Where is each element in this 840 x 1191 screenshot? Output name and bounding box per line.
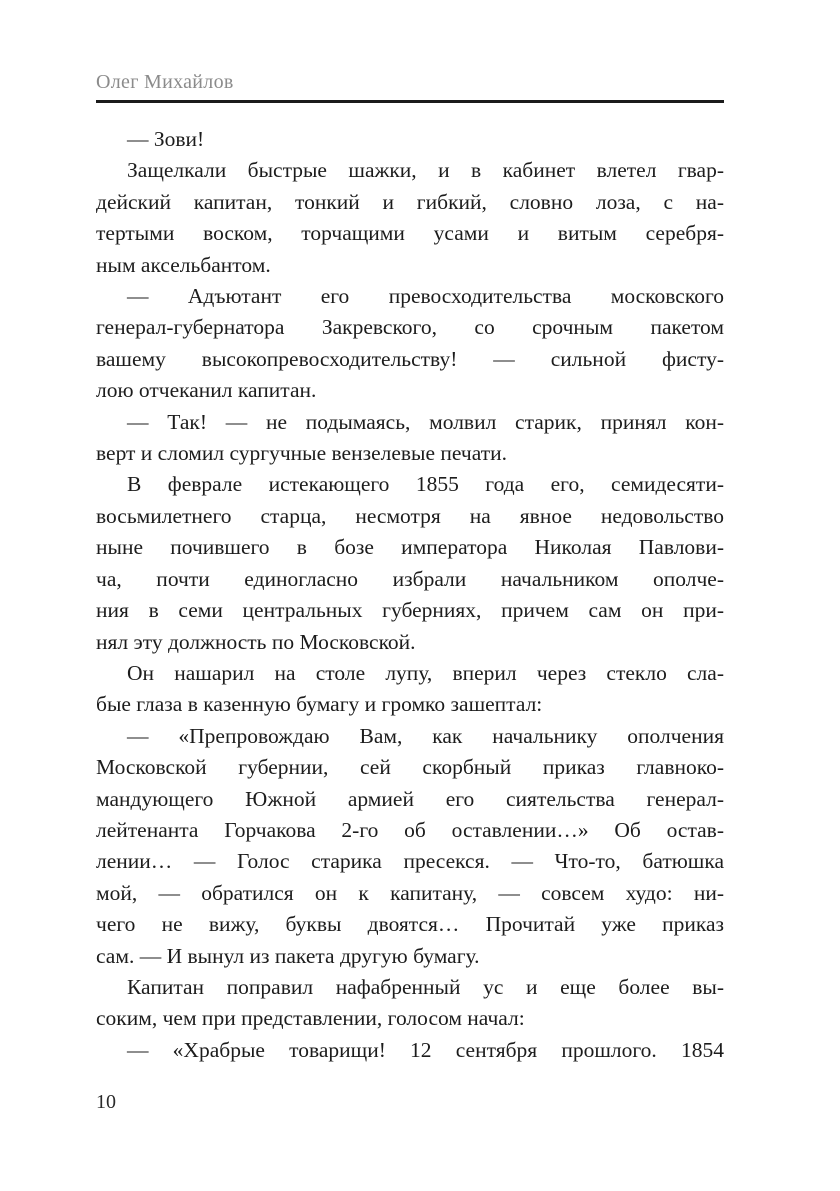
text-line: тертыми воском, торчащими усами и витым серебря- xyxy=(96,221,724,246)
text-line: дейский капитан, тонкий и гибкий, словно лоза, с на- xyxy=(96,189,724,214)
text-line: восьмилетнего старца, несмотря на явное недовольство xyxy=(96,503,724,528)
page-number: 10 xyxy=(96,1091,116,1113)
text-line: лою отчеканил капитан. xyxy=(96,378,317,403)
text-line: — Зови! xyxy=(127,127,205,151)
text-line: ным аксельбантом. xyxy=(96,252,271,277)
text-line: Капитан поправил нафабренный ус и еще более вы- xyxy=(127,974,724,999)
header-rule xyxy=(96,100,724,103)
text-line: мой, — обратился он к капитану, — совсем худо: ни- xyxy=(96,880,724,905)
text-line: лении… — Голос старика пресекся. — Что-то, батюшка xyxy=(96,849,724,874)
text-line: сам. — И вынул из пакета другую бумагу. xyxy=(96,943,480,968)
text-line: — Адъютант его превосходительства московского xyxy=(127,284,724,309)
text-line: В феврале истекающего 1855 года его, семидесяти- xyxy=(127,472,724,497)
text-line: — «Храбрые товарищи! 12 сентября прошлого. 1854 xyxy=(127,1037,724,1062)
text-line: верт и сломил сургучные вензелевые печати. xyxy=(96,441,508,466)
running-header-author: Олег Михайлов xyxy=(96,71,234,93)
text-line: нял эту должность по Московской. xyxy=(96,629,416,654)
body-text xyxy=(96,124,724,1066)
text-line: лейтенанта Горчакова 2-го об оставлении…» Об остав- xyxy=(96,817,724,842)
text-line: ния в семи центральных губерниях, причем сам он при- xyxy=(96,598,724,623)
text-line: мандующего Южной армией его сиятельства генерал- xyxy=(96,786,724,811)
text-line: Московской губернии, сей скорбный приказ главноко- xyxy=(96,755,724,780)
text-line: чего не вижу, буквы двоятся… Прочитай уже приказ xyxy=(96,912,724,937)
text-line: — Так! — не подымаясь, молвил старик, принял кон- xyxy=(127,409,724,434)
text-line: бые глаза в казенную бумагу и громко зашептал: xyxy=(96,692,543,717)
text-line: ча, почти единогласно избрали начальником ополче- xyxy=(96,566,724,591)
text-line: генерал-губернатора Закревского, со срочным пакетом xyxy=(96,315,724,340)
text-line: Он нашарил на столе лупу, вперил через стекло сла- xyxy=(127,660,724,685)
text-line: ныне почившего в бозе императора Николая Павлови- xyxy=(96,535,724,560)
text-line: вашему высокопревосходительству! — сильной фисту- xyxy=(96,346,724,371)
text-line: Защелкали быстрые шажки, и в кабинет влетел гвар- xyxy=(127,158,724,183)
text-line: соким, чем при представлении, голосом начал: xyxy=(96,1006,525,1031)
running-header xyxy=(96,70,724,94)
text-line: — «Препровождаю Вам, как начальнику ополчения xyxy=(127,723,724,748)
